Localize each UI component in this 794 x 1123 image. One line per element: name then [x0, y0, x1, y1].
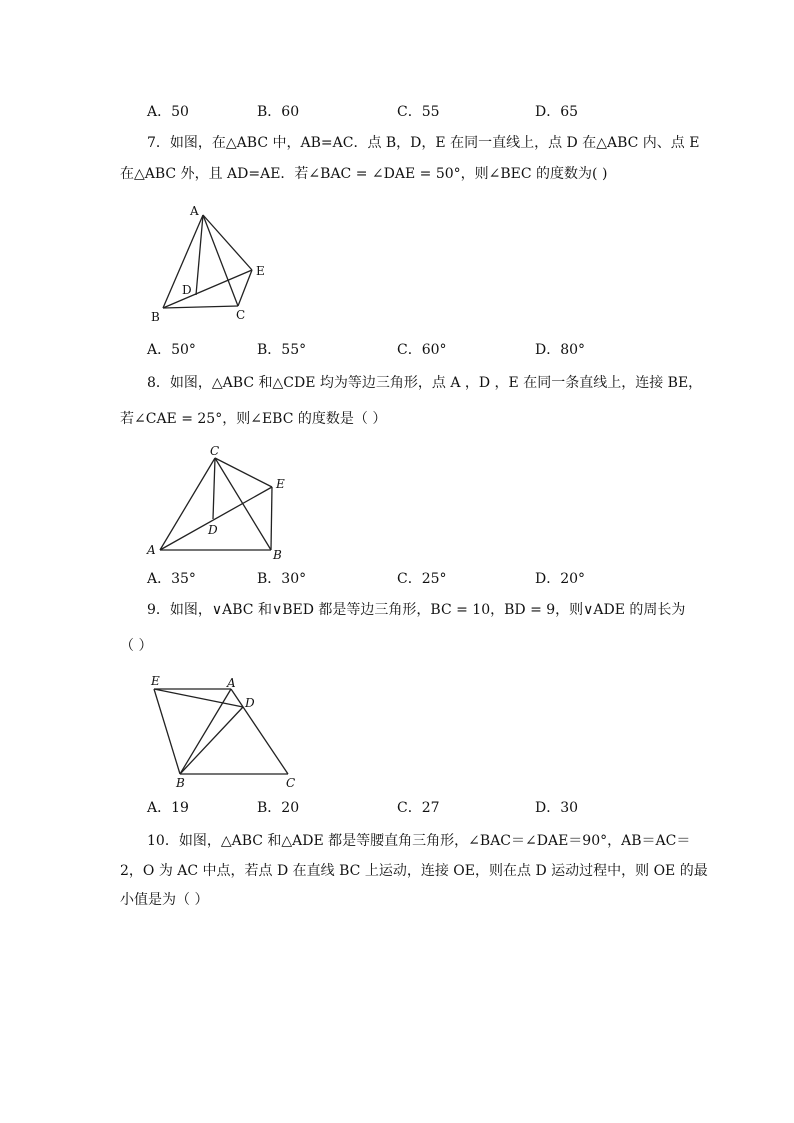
q7-label-e: E [256, 264, 265, 278]
q9-stem-line-1: 9．如图，∨ABC 和∨BED 都是等边三角形，BC = 10，BD = 9，则∨ADE 的周长为 [147, 602, 686, 618]
q9-segment-bd [180, 707, 243, 774]
q9-stem-line-2: （ ） [120, 638, 153, 654]
q10-stem-line-1: 10．如图，△ABC 和△ADE 都是等腰直角三角形，∠BAC＝∠DAE＝90°，AB＝AC＝ [147, 833, 691, 849]
q8-option-b: B．30° [257, 571, 307, 587]
q6-option-d: D．65 [535, 104, 579, 120]
q9-segment-ac [231, 689, 288, 774]
q7-label-d: D [182, 283, 192, 297]
q8-label-a: A [147, 543, 156, 557]
q9-figure [140, 670, 310, 795]
q7-option-a: A．50° [147, 342, 196, 358]
q8-option-a: A．35° [147, 571, 196, 587]
q7-segment-ac [203, 215, 238, 306]
q9-option-d: D．30 [535, 800, 579, 816]
q7-label-a: A [190, 204, 199, 218]
q8-label-b: B [273, 548, 282, 562]
q8-stem-line-2: 若∠CAE = 25°，则∠EBC 的度数是（ ） [120, 411, 387, 427]
q9-label-c: C [286, 776, 296, 790]
q8-segment-cd [213, 458, 215, 519]
q6-option-b: B．60 [257, 104, 300, 120]
q8-stem-line-1: 8．如图，△ABC 和△CDE 均为等边三角形，点 A ，D ，E 在同一条直线上，连接 BE， [147, 375, 703, 391]
q8-option-c: C．25° [397, 571, 447, 587]
q10-stem-line-2: 2，O 为 AC 中点，若点 D 在直线 BC 上运动，连接 OE，则在点 D 运动过程中，则 OE 的最 [120, 863, 708, 879]
q10-stem-line-3: 小值是为（ ） [120, 892, 209, 908]
q9-label-e: E [151, 674, 160, 688]
q9-option-c: C．27 [397, 800, 440, 816]
q9-segment-eb [154, 689, 180, 774]
q9-segment-ab [180, 689, 231, 774]
q7-segment-ae [203, 215, 252, 270]
q7-option-c: C．60° [397, 342, 447, 358]
q8-label-e: E [276, 477, 285, 491]
q9-option-a: A．19 [147, 800, 189, 816]
q9-option-b: B．20 [257, 800, 300, 816]
q7-option-d: D．80° [535, 342, 586, 358]
q6-option-a: A．50 [147, 104, 189, 120]
q7-stem-line-2: 在△ABC 外，且 AD=AE．若∠BAC = ∠DAE = 50°，则∠BEC 的度数为( ) [120, 166, 608, 182]
q8-option-d: D．20° [535, 571, 586, 587]
q8-label-d: D [208, 523, 218, 537]
q8-segment-ae [160, 487, 272, 550]
q9-label-a: A [227, 676, 236, 690]
q7-figure [145, 200, 275, 325]
q7-segment-bc [163, 306, 238, 308]
q8-figure [140, 440, 300, 565]
q9-label-b: B [176, 776, 185, 790]
q7-label-b: B [151, 310, 160, 324]
q7-label-c: C [236, 308, 246, 322]
q7-stem-line-1: 7．如图，在△ABC 中，AB=AC．点 B，D，E 在同一直线上，点 D 在△ABC 内、点 E [147, 135, 700, 151]
q7-segment-ad [196, 215, 203, 295]
q8-segment-ac [160, 458, 215, 550]
q8-label-c: C [210, 444, 220, 458]
q7-option-b: B．55° [257, 342, 307, 358]
q8-segment-be [271, 487, 272, 550]
q6-option-c: C．55 [397, 104, 440, 120]
q9-label-d: D [245, 696, 255, 710]
